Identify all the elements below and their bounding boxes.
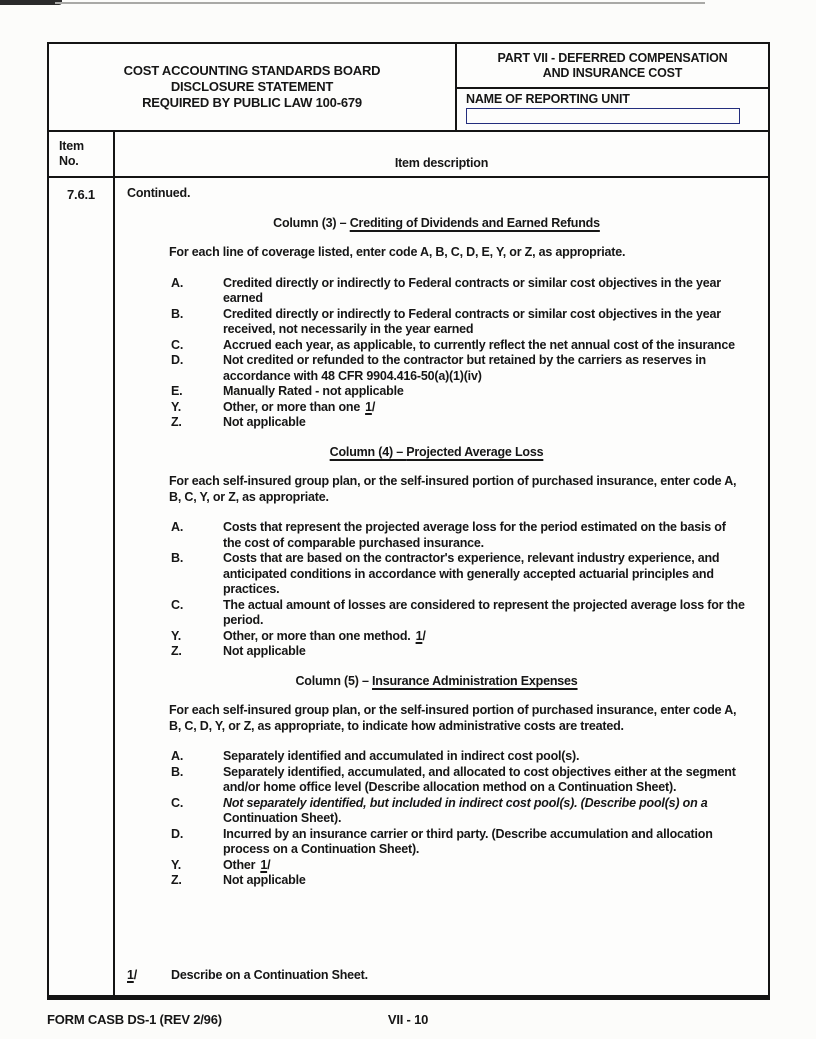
reporting-unit-cell [457, 89, 768, 130]
form-body [49, 178, 768, 995]
item-number: 7.6.1 [49, 178, 115, 995]
code-text: Credited directly or indirectly to Federal contracts or similar cost objectives in the year earned [223, 275, 721, 305]
code-text: Other 1/ [223, 857, 271, 872]
item-description-column-header: Item description [394, 156, 489, 170]
sections-container [127, 202, 746, 889]
code-text: Other, or more than one 1/ [223, 399, 376, 414]
section-intro: For each self-insured group plan, or the self-insured portion of purchased insurance, enter code A, B, C, Y, or Z, as appropriate. [169, 474, 737, 504]
code-letter: B. [171, 551, 184, 565]
code-text: Costs that are based on the contractor's experience, relevant industry experience, and anticipated conditions in accordance with generally accepted actuarial principles and practices. [223, 551, 720, 596]
code-list [171, 276, 746, 431]
scan-artifact-mark [0, 0, 62, 5]
part-title-line: PART VII - DEFERRED COMPENSATION [497, 50, 728, 65]
code-text: Other, or more than one method. 1/ [223, 628, 426, 643]
code-row [171, 353, 746, 384]
section-intro: For each line of coverage listed, enter code A, B, C, D, E, Y, or Z, as appropriate. [169, 245, 626, 259]
code-letter: Y. [171, 399, 182, 414]
section-heading: Column (5) – Insurance Administration Expenses [295, 673, 578, 688]
code-letter: Y. [171, 628, 182, 643]
code-row [171, 384, 746, 400]
code-letter: C. [171, 597, 184, 612]
footnote-ref: 1/ [260, 857, 271, 872]
code-letter: Z. [171, 644, 182, 658]
code-text: Separately identified and accumulated in indirect cost pool(s). [223, 749, 580, 763]
item-description-cell [115, 178, 768, 995]
code-letter: B. [171, 764, 184, 779]
scan-artifact-line [55, 2, 705, 4]
code-row [171, 796, 746, 827]
code-row [171, 276, 746, 307]
code-row [171, 598, 746, 629]
section-column-5 [127, 674, 746, 889]
code-row [171, 400, 746, 416]
code-row [171, 551, 746, 598]
code-row [171, 858, 746, 874]
page-number: VII - 10 [387, 1012, 429, 1027]
item-no-header-line: No. [59, 154, 79, 168]
code-letter: B. [171, 306, 184, 321]
form-id: FORM CASB DS-1 (REV 2/96) [47, 1012, 222, 1027]
code-text: Not applicable [223, 873, 306, 887]
form-header [49, 44, 768, 132]
code-list [171, 749, 746, 889]
code-row [171, 629, 746, 645]
form-title-line: DISCLOSURE STATEMENT [170, 79, 334, 94]
continued-label: Continued. [127, 186, 191, 200]
reporting-unit-label: NAME OF REPORTING UNIT [466, 92, 630, 106]
code-row [171, 873, 746, 889]
code-row [171, 520, 746, 551]
footnote-ref: 1/ [415, 628, 426, 643]
section-column-3 [127, 216, 746, 431]
code-text: Costs that represent the projected average loss for the period estimated on the basis of the cost of comparable purchased insurance. [223, 520, 726, 550]
code-row [171, 307, 746, 338]
footnote-ref [127, 968, 171, 984]
item-no-header-line: Item [59, 139, 84, 153]
table-column-headers [49, 132, 768, 178]
form-header-right [457, 44, 768, 130]
part-title-line: AND INSURANCE COST [542, 65, 683, 80]
code-text: Manually Rated - not applicable [223, 384, 404, 398]
form-title-line: COST ACCOUNTING STANDARDS BOARD [123, 63, 381, 78]
item-no-column-header [49, 132, 115, 176]
section-heading: Column (3) – Crediting of Dividends and Earned Refunds [273, 215, 600, 230]
code-row [171, 644, 746, 660]
code-text: Not separately identified, but included in indirect cost pool(s). (Describe pool(s) on a Continuation Sheet). [223, 795, 708, 825]
code-row [171, 749, 746, 765]
code-letter: D. [171, 826, 184, 841]
code-list [171, 520, 746, 660]
code-letter: A. [171, 749, 184, 763]
code-text: Credited directly or indirectly to Federal contracts or similar cost objectives in the year received, not necessarily in the year earned [223, 306, 721, 336]
code-text: Incurred by an insurance carrier or third party. (Describe accumulation and allocation process on a Continuation Sheet). [223, 826, 713, 856]
footnote-text: Describe on a Continuation Sheet. [171, 967, 368, 982]
code-letter: A. [171, 520, 184, 534]
code-row [171, 765, 746, 796]
form-title-block [49, 44, 457, 130]
section-heading: Column (4) – Projected Average Loss [329, 444, 544, 459]
code-letter: Z. [171, 415, 182, 429]
footnote-ref: 1/ [127, 967, 138, 982]
code-text: Accrued each year, as applicable, to currently reflect the net annual cost of the insurance [223, 337, 735, 352]
page-footer [0, 1006, 816, 1032]
code-letter: D. [171, 353, 184, 367]
code-letter: Y. [171, 857, 182, 872]
code-letter: A. [171, 275, 184, 290]
code-row [171, 415, 746, 431]
code-row [171, 338, 746, 354]
code-text: The actual amount of losses are considered to represent the projected average loss for the period. [223, 597, 745, 627]
code-text: Not applicable [223, 415, 306, 429]
code-letter: C. [171, 337, 184, 352]
code-letter: C. [171, 795, 184, 810]
footnote [127, 968, 746, 984]
footnote-ref: 1/ [365, 399, 376, 414]
code-text: Not credited or refunded to the contractor but retained by the carriers as reserves in accordance with 48 CFR 9904.416-50(a)(1)(iv) [223, 353, 706, 383]
part-title [457, 44, 768, 89]
form-title-line: REQUIRED BY PUBLIC LAW 100-679 [142, 95, 362, 110]
code-text: Separately identified, accumulated, and allocated to cost objectives either at the segment and/or home office level (Describe allocation method on a Continuation Sheet). [223, 764, 736, 794]
code-letter: Z. [171, 873, 182, 887]
code-text: Not applicable [223, 644, 306, 658]
section-intro: For each self-insured group plan, or the self-insured portion of purchased insurance, enter code A, B, C, D, Y, or Z, as appropriate, to indicate how administrative costs are treated. [169, 703, 737, 733]
form-ds1 [47, 42, 770, 1000]
code-letter: E. [171, 384, 183, 398]
reporting-unit-input[interactable] [466, 108, 740, 124]
code-row [171, 827, 746, 858]
section-column-4 [127, 445, 746, 660]
